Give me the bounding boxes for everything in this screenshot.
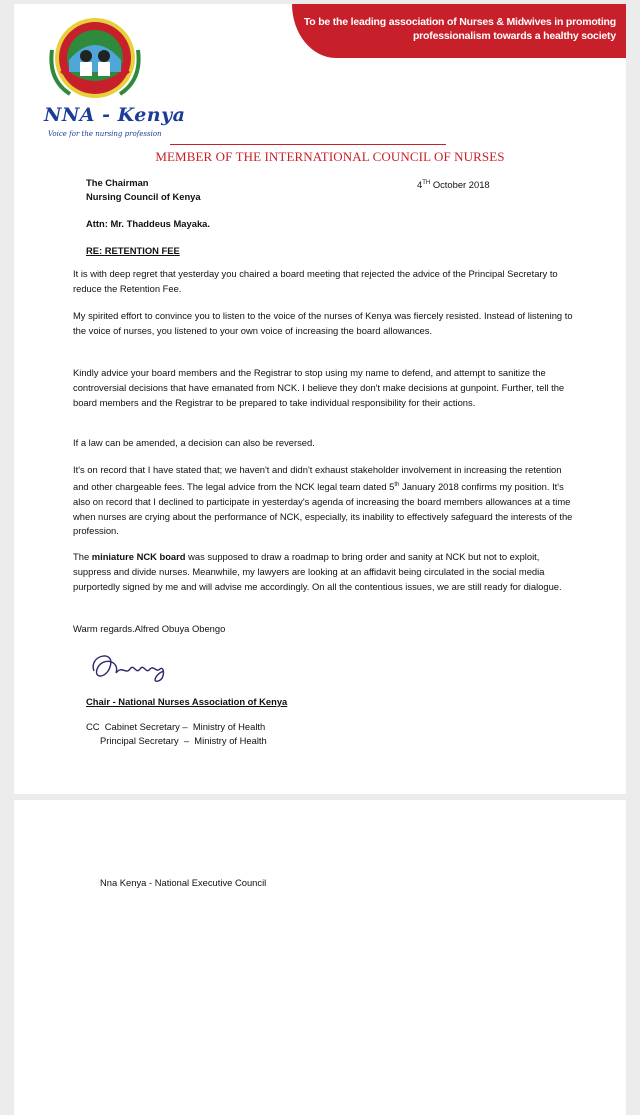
paragraph-6-intro: The <box>73 551 92 562</box>
handwritten-signature <box>86 645 182 685</box>
date-day: 4 <box>417 179 423 191</box>
brand-name: NNA - Kenya <box>44 104 186 126</box>
date-rest: October 2018 <box>430 179 490 191</box>
header-rule <box>170 144 446 145</box>
subject-line: RE: RETENTION FEE <box>86 245 180 256</box>
motto-line-1: To be the leading association of Nurses & Midwives in promoting <box>303 16 616 28</box>
closing-line: Warm regards.Alfred Obuya Obengo <box>73 623 226 634</box>
paragraph-5 <box>73 463 573 539</box>
letter-date <box>417 176 490 193</box>
recipient-org: Nursing Council of Kenya <box>86 191 201 202</box>
paragraph-2: My spirited effort to convince you to listen to the voice of the nurses of Kenya was fiercely resisted. Instead of listening to the voice of nurses, you listened to your own voice of increasing the board allowances. <box>73 310 573 336</box>
paragraph-6 <box>73 550 573 594</box>
signatory-title: Chair - National Nurses Association of Kenya <box>86 696 288 707</box>
motto-line-2: professionalism towards a healthy society <box>412 30 616 42</box>
letter-page-2 <box>14 800 626 1115</box>
nna-kenya-logo <box>42 10 148 116</box>
cc-line-1: CC Cabinet Secretary – Ministry of Health <box>86 721 266 732</box>
recipient-title: The Chairman <box>86 177 149 188</box>
paragraph-6-rest: was supposed to draw a roadmap to bring order and sanity at NCK but not to exploit, suppress and divide nurses. Meanwhile, my lawyers are looking at an affidavit being circulated in the social media purportedly signed by me and will advise me accordingly. On all the contentious issues, we are still ready for dialogue. <box>73 551 562 592</box>
paragraph-4: If a law can be amended, a decision can also be reversed. <box>73 437 315 448</box>
paragraph-1: It is with deep regret that yesterday you chaired a board meeting that rejected the advice of the Principal Secretary to reduce the Retention Fee. <box>73 268 558 294</box>
paragraph-5-text-b: January 2018 confirms my position. It's also on record that I declined to participate in yesterday's agenda of increasing the board members allowances at a time when nurses are crying about the performance of NCK, especially, its inability to effectively safeguard the interests of the profession. <box>73 480 573 537</box>
motto-banner <box>292 4 626 58</box>
paragraph-5-text-a: It's on record that I have stated that; we haven't and didn't exhaust stakeholder involvement in increasing the retention and other chargeable fees. The legal advice from the NCK legal team dated 5 <box>73 464 562 492</box>
membership-heading: MEMBER OF THE INTERNATIONAL COUNCIL OF NURSES <box>155 149 505 164</box>
cc-line-2: Principal Secretary – Ministry of Health <box>100 735 267 746</box>
date-suffix: TH <box>422 180 431 186</box>
paragraph-5-sup: th <box>394 481 400 488</box>
paragraph-6-bold: miniature NCK board <box>91 551 186 562</box>
paragraph-3: Kindly advice your board members and the Registrar to stop using my name to defend, and attempt to sanitize the controversial decisions that have emanated from NCK. I believe they don't make decisions at gunpoint. Further, tell the board members and the Registrar to be prepared to take individual responsibility for their actions. <box>73 367 565 408</box>
page-2-footer-text: Nna Kenya - National Executive Council <box>100 877 267 888</box>
attention-line: Attn: Mr. Thaddeus Mayaka. <box>86 218 210 229</box>
brand-tagline: Voice for the nursing profession <box>48 130 162 138</box>
letter-page-1 <box>14 4 626 794</box>
